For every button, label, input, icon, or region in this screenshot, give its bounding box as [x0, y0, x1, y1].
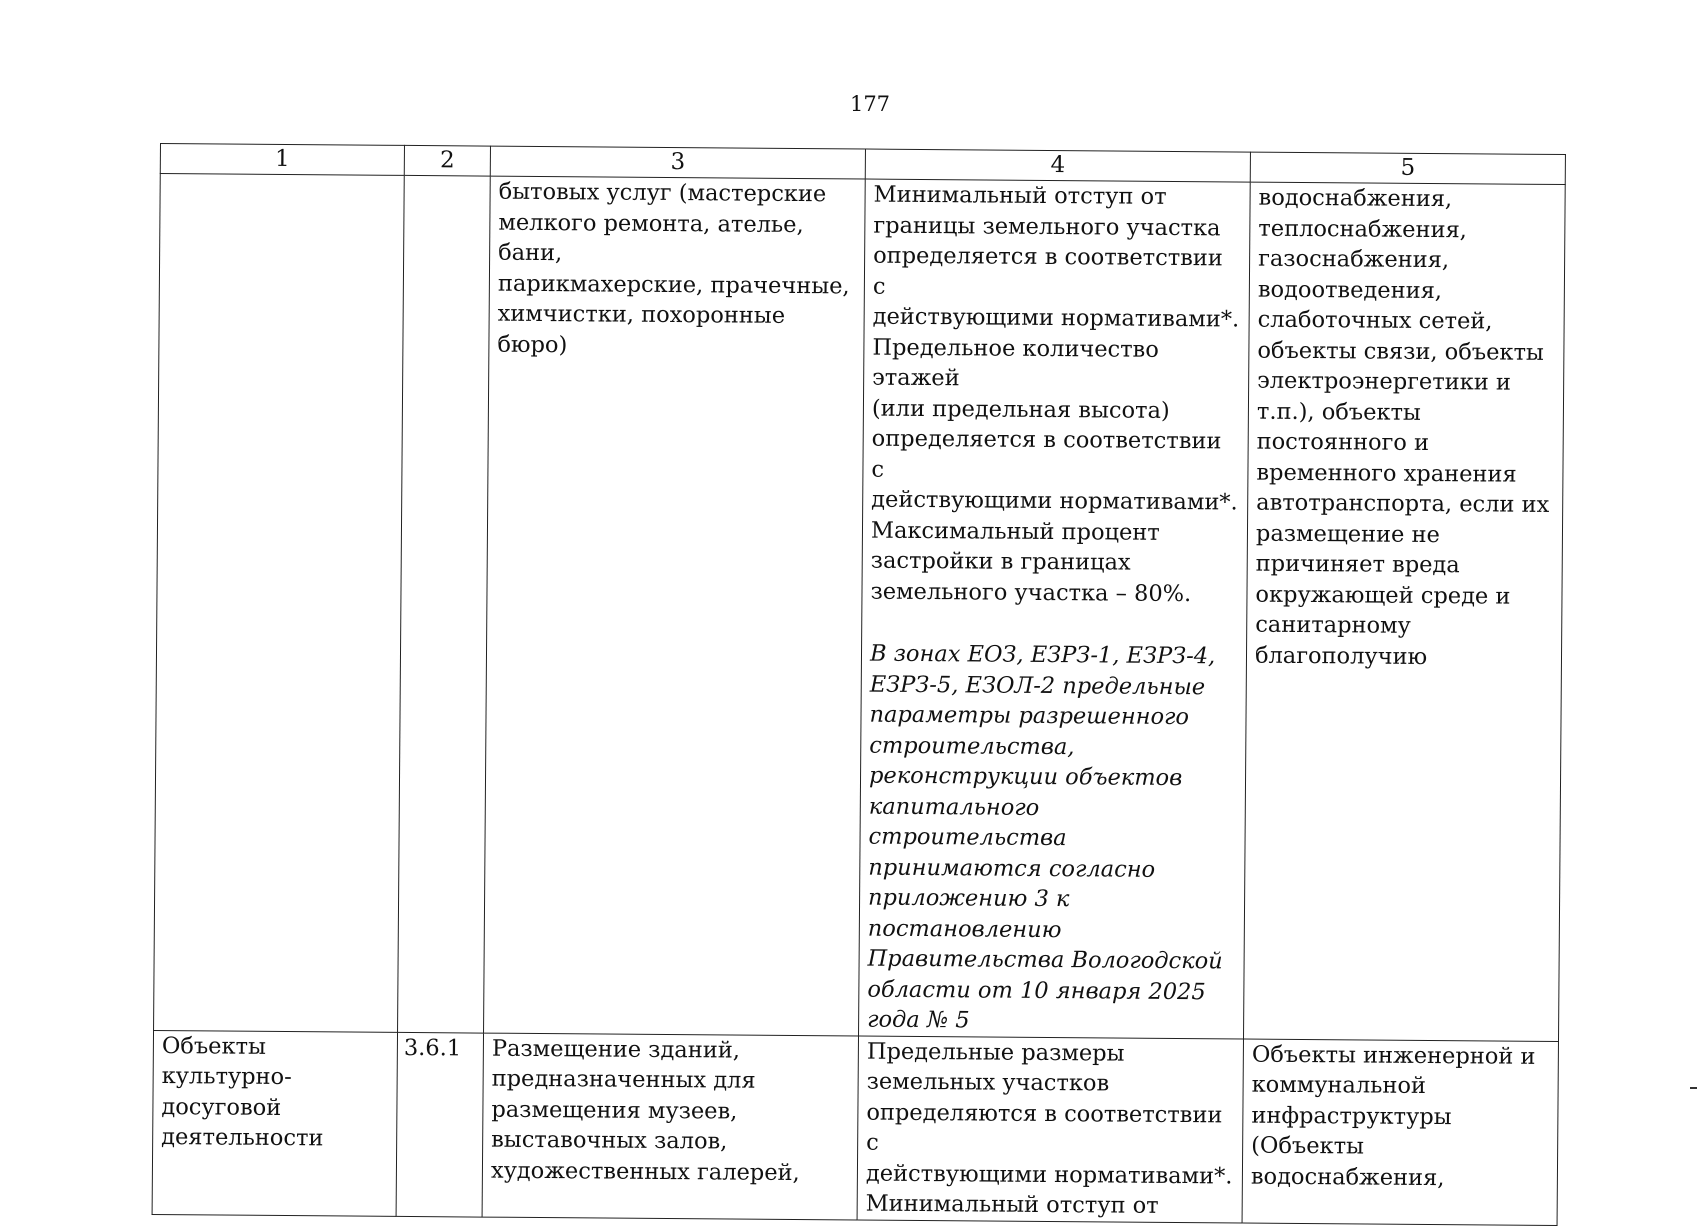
zones-note: В зонах ЕОЗ, ЕЗРЗ-1, ЕЗРЗ-4, ЕЗРЗ-5, ЕЗОЛ-2 предельные параметры разрешенного строительства, реконструкции объектов капитального строительства принимаются согласно приложению 3 к постановлению Правительства Вологодской области от 10 января 2025 года № 5 [867, 640, 1223, 1034]
cell-code [398, 175, 491, 1032]
cell-code [396, 1032, 483, 1217]
parameters-text: Минимальный отступ от границы земельного участка определяется в соответствии с действующими нормативами*. Предельное количество этажей (или предельная высота) определяется в соответствии с действующими нормативами*. Максимальный процент застройки в границах земельного участка – 80%. [870, 181, 1240, 607]
cell-name [152, 1030, 397, 1216]
header-col-1: 1 [160, 144, 404, 176]
table-row [154, 174, 1566, 1042]
zoning-table [152, 143, 1566, 1226]
cell-description [484, 176, 866, 1035]
cell-parameters [859, 179, 1251, 1038]
use-code-text: 3.6.1 [403, 1034, 462, 1061]
cell-description [482, 1033, 858, 1220]
description-text: Размещение зданий, предназначенных для размещения музеев, выставочных залов, художественных галерей, [490, 1035, 800, 1186]
table-row [152, 1030, 1558, 1225]
cell-auxiliary-uses [1244, 182, 1566, 1041]
auxiliary-uses-text: водоснабжения, теплоснабжения, газоснабжения, водоотведения, слаботочных сетей, объекты связи, объекты электроэнергетики и т.п.), объекты постоянного и временного хранения автотранспорта, если их размещение не причиняет вреда окружающей среде и санитарному благополучию [1254, 184, 1550, 670]
page-number: 177 [849, 92, 891, 116]
cell-name [154, 174, 405, 1032]
header-col-4: 4 [865, 149, 1250, 182]
cell-auxiliary-uses [1242, 1039, 1558, 1225]
header-col-5: 5 [1250, 152, 1565, 184]
header-col-3: 3 [490, 146, 865, 179]
use-name-text: Объекты культурно- досуговой деятельности [161, 1032, 324, 1152]
auxiliary-uses-text: Объекты инженерной и коммунальной инфраструктуры (Объекты водоснабжения, [1250, 1041, 1536, 1191]
header-col-2: 2 [404, 145, 490, 176]
parameters-text: Предельные размеры земельных участков определяются в соответствии с действующими нормативами*. Минимальный отступ от [865, 1038, 1233, 1219]
edge-mark [1690, 1087, 1697, 1089]
cell-parameters [857, 1036, 1243, 1223]
description-text: бытовых услуг (мастерские мелкого ремонта, ателье, бани, парикмахерские, прачечные, химчистки, похоронные бюро) [497, 178, 850, 358]
